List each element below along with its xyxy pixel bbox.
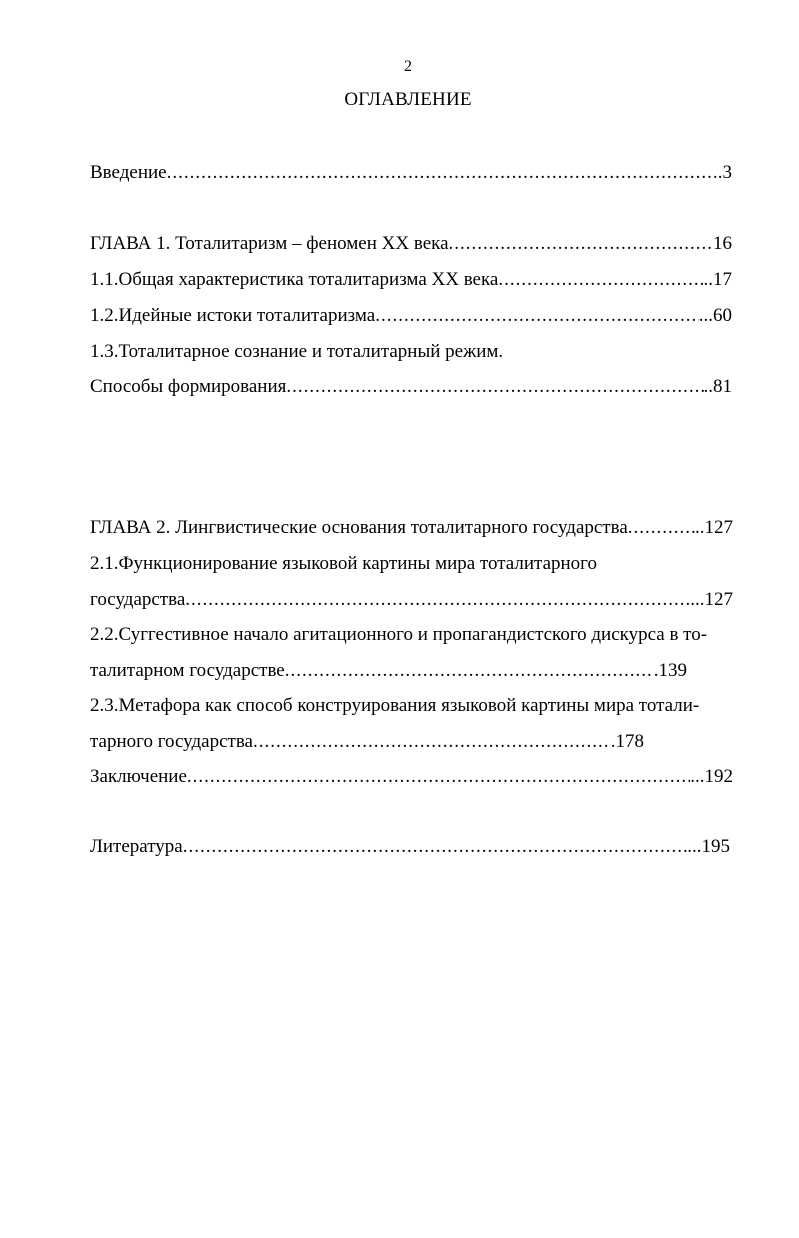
leader-dots bbox=[498, 268, 703, 292]
toc-entry-page: ...195 bbox=[687, 836, 730, 857]
toc-entry-section-2-3[interactable] bbox=[90, 730, 644, 754]
toc-entry-page: ..127 bbox=[695, 517, 733, 538]
toc-title: ОГЛАВЛЕНИЕ bbox=[344, 89, 472, 110]
leader-dots bbox=[183, 835, 688, 859]
toc-entry-label: государства bbox=[90, 589, 186, 610]
toc-entry-chapter-1[interactable] bbox=[90, 232, 732, 256]
toc-entry-page: ..17 bbox=[703, 269, 732, 290]
leader-dots bbox=[449, 232, 713, 256]
toc-entry-label: талитарном государстве bbox=[90, 660, 285, 681]
toc-entry-label: ГЛАВА 1. Тоталитаризм – феномен XX века bbox=[90, 233, 449, 254]
toc-entry-section-2-2[interactable] bbox=[90, 659, 687, 683]
page-number: 2 bbox=[404, 58, 412, 75]
leader-dots bbox=[185, 588, 690, 612]
toc-entry-page: ...192 bbox=[690, 766, 733, 787]
leader-dots bbox=[375, 304, 699, 328]
toc-entry-label: 1.1.Общая характеристика тоталитаризма XX века bbox=[90, 269, 499, 290]
leader-dots bbox=[187, 765, 690, 789]
toc-entry-page: 16 bbox=[713, 233, 732, 254]
toc-entry-page: ..81 bbox=[703, 376, 732, 397]
toc-entry-page: .139 bbox=[653, 660, 687, 681]
toc-entry-section-1-2[interactable] bbox=[90, 304, 732, 328]
toc-entry-section-1-3-title[interactable]: 1.3.Тоталитарное сознание и тоталитарный режим. bbox=[90, 341, 504, 362]
toc-entry-label: Литература bbox=[90, 836, 183, 857]
toc-entry-label: 1.2.Идейные истоки тоталитаризма bbox=[90, 305, 376, 326]
toc-entry-section-2-1[interactable] bbox=[90, 588, 733, 612]
toc-entry-literature[interactable] bbox=[90, 835, 730, 859]
toc-entry-page: .3 bbox=[717, 162, 732, 183]
toc-entry-section-2-1-title[interactable]: 2.1.Функционирование языковой картины мира тоталитарного bbox=[90, 553, 597, 574]
toc-entry-label: Введение bbox=[90, 162, 167, 183]
toc-entry-label: Заключение bbox=[90, 766, 187, 787]
toc-entry-label: Способы формирования bbox=[90, 376, 287, 397]
toc-entry-conclusion[interactable] bbox=[90, 765, 733, 789]
toc-entry-page: .178 bbox=[610, 731, 644, 752]
leader-dots bbox=[285, 659, 654, 683]
toc-entry-section-2-2-title[interactable]: 2.2.Суггестивное начало агитационного и пропагандистского дискурса в то- bbox=[90, 624, 708, 645]
toc-entry-page: ...127 bbox=[690, 589, 733, 610]
toc-entry-section-1-1[interactable] bbox=[90, 268, 732, 292]
toc-entry-chapter-2[interactable] bbox=[90, 516, 733, 540]
leader-dots bbox=[253, 730, 611, 754]
toc-entry-section-2-3-title[interactable]: 2.3.Метафора как способ конструирования языковой картины мира тотали- bbox=[90, 695, 700, 716]
leader-dots bbox=[628, 516, 695, 540]
toc-entry-label: тарного государства bbox=[90, 731, 253, 752]
toc-entry-page: ...60 bbox=[698, 305, 732, 326]
toc-entry-section-1-3[interactable] bbox=[90, 375, 732, 399]
toc-entry-introduction[interactable] bbox=[90, 161, 732, 185]
leader-dots bbox=[286, 375, 703, 399]
toc-entry-label: ГЛАВА 2. Лингвистические основания тоталитарного государства bbox=[90, 517, 628, 538]
leader-dots bbox=[167, 161, 718, 185]
